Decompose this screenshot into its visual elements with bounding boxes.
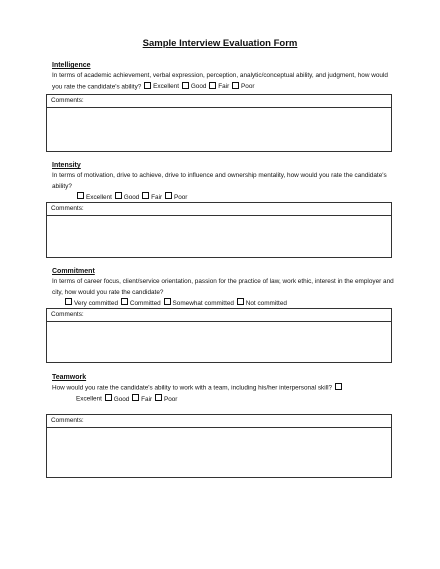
checkbox-icon[interactable] — [132, 394, 139, 401]
checkbox-icon[interactable] — [65, 298, 72, 305]
comments-box-commitment[interactable] — [46, 308, 392, 363]
comments-box-intelligence[interactable] — [46, 94, 392, 152]
option-label: Fair — [151, 193, 163, 201]
question-text: In terms of career focus, client/service orientation, passion for the practice of law, work ethic, interest in the employer and city, how would you rate the candidate? — [52, 278, 394, 296]
option-label: Good — [123, 193, 140, 201]
option-label: Poor — [173, 193, 188, 201]
option-label: Good — [190, 83, 207, 90]
option-good[interactable] — [104, 396, 130, 403]
option-label: Fair — [141, 395, 153, 403]
option-excellent[interactable] — [76, 396, 102, 403]
option-label: Somewhat committed — [172, 299, 234, 307]
option-poor[interactable] — [164, 194, 188, 201]
option-label: Poor — [163, 395, 178, 403]
option-excellent[interactable] — [76, 194, 112, 201]
option-label: Good — [113, 395, 130, 403]
section-heading: Intensity — [52, 162, 81, 169]
checkbox-icon[interactable] — [237, 298, 244, 305]
checkbox-icon[interactable] — [335, 383, 342, 390]
section-intelligence — [52, 61, 394, 93]
option-not-committed[interactable] — [236, 300, 287, 307]
checkbox-icon[interactable] — [155, 394, 162, 401]
checkbox-icon[interactable] — [142, 192, 149, 199]
comments-label: Comments: — [47, 95, 391, 108]
option-label: Excellent — [86, 193, 112, 201]
question-text: In terms of motivation, drive to achieve, drive to influence and ownership mentality, how would you rate the candidate's ability? — [52, 172, 387, 190]
option-fair[interactable] — [131, 396, 152, 403]
form-title: Sample Interview Evaluation Form — [142, 38, 298, 49]
section-commitment — [52, 267, 394, 309]
option-label: Not committed — [245, 299, 287, 307]
question-text — [52, 71, 394, 93]
checkbox-icon[interactable] — [164, 298, 171, 305]
option-poor[interactable] — [154, 396, 178, 403]
option-label: Committed — [129, 299, 161, 307]
checkbox-icon[interactable] — [182, 82, 189, 89]
option-label: Very committed — [74, 299, 119, 307]
checkbox-icon[interactable] — [121, 298, 128, 305]
question-text — [52, 383, 394, 394]
option-label: Excellent — [76, 395, 102, 403]
comments-label: Comments: — [47, 203, 391, 216]
option-very-committed[interactable] — [64, 300, 118, 307]
options-row — [52, 394, 394, 405]
option-excellent[interactable] — [143, 83, 179, 90]
option-committed[interactable] — [120, 300, 161, 307]
comments-label: Comments: — [47, 415, 391, 428]
section-heading: Teamwork — [52, 374, 87, 381]
checkbox-icon[interactable] — [115, 192, 122, 199]
checkbox-icon[interactable] — [232, 82, 239, 89]
checkbox-icon[interactable] — [144, 82, 151, 89]
option-good[interactable] — [114, 194, 140, 201]
checkbox-icon[interactable] — [165, 192, 172, 199]
comments-label: Comments: — [47, 309, 391, 322]
option-fair[interactable] — [141, 194, 162, 201]
checkbox-icon[interactable] — [105, 394, 112, 401]
option-label: Fair — [218, 83, 230, 90]
section-heading: Intelligence — [52, 62, 91, 69]
comments-box-intensity[interactable] — [46, 202, 392, 258]
option-label: Poor — [241, 83, 255, 90]
option-fair[interactable] — [208, 83, 229, 90]
question-body: How would you rate the candidate's ability to work with a team, including his/her interpersonal skill? — [52, 384, 333, 392]
option-somewhat-committed[interactable] — [163, 300, 234, 307]
section-intensity — [52, 161, 394, 203]
checkbox-icon[interactable] — [209, 82, 216, 89]
option-poor[interactable] — [231, 83, 255, 90]
option-label: Excellent — [153, 83, 180, 90]
section-teamwork — [52, 373, 394, 405]
comments-box-teamwork[interactable] — [46, 414, 392, 478]
section-heading: Commitment — [52, 268, 95, 275]
option-good[interactable] — [181, 83, 207, 90]
question-body: In terms of academic achievement, verbal expression, perception, analytic/conceptual ability, and judgment, how would you rate the candidate's ability? — [52, 72, 388, 90]
checkbox-icon[interactable] — [77, 192, 84, 199]
